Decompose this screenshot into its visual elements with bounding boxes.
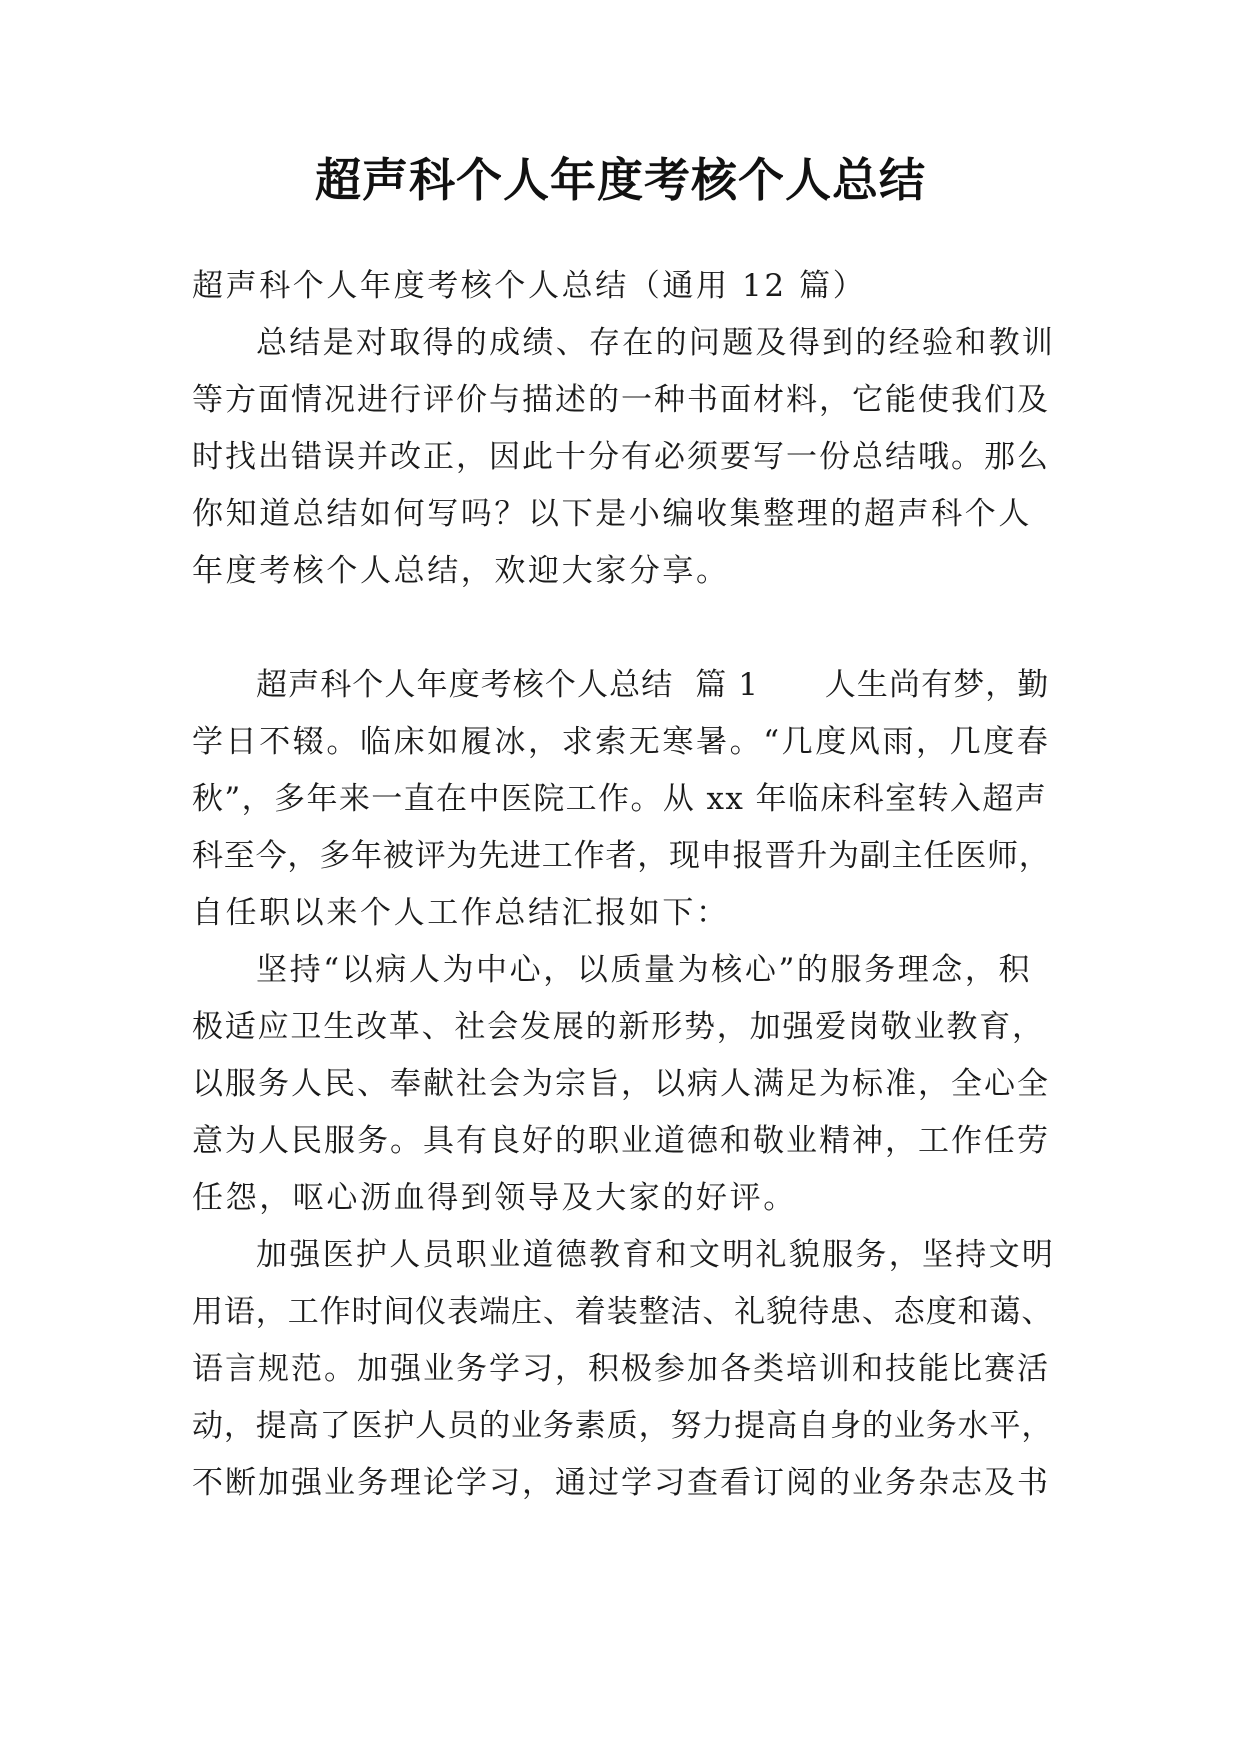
intro-paragraph [192,315,1054,600]
section-1-line: 科至今，多年被评为先进工作者，现申报晋升为副主任医师， [192,838,1051,874]
paragraph-2-line: 以服务人民、奉献社会为宗旨，以病人满足为标准，全心全 [192,1066,1050,1102]
section-1-line: 学日不辍。临床如履冰，求索无寒暑。“几度风雨，几度春 [192,724,1051,760]
paragraph-2-line: 任怨，呕心沥血得到领导及大家的好评。 [192,1180,797,1216]
section-1-paragraph [192,657,1054,942]
paragraph-3-line: 用语，工作时间仪表端庄、着装整洁、礼貌待患、态度和蔼、 [192,1294,1054,1330]
intro-line: 时找出错误并改正，因此十分有必须要写一份总结哦。那么 [192,439,1050,475]
intro-line: 总结是对取得的成绩、存在的问题及得到的经验和教训 [256,325,1056,361]
paragraph-gap [192,600,1054,657]
paragraph-3 [192,1227,1054,1512]
intro-line: 年度考核个人总结，欢迎大家分享。 [192,553,730,589]
document-subtitle: 超声科个人年度考核个人总结（通用 12 篇） [192,268,867,304]
paragraph-3-line: 动，提高了医护人员的业务素质，努力提高自身的业务水平， [192,1408,1054,1444]
paragraph-2 [192,942,1054,1227]
paragraph-3-line: 加强医护人员职业道德教育和文明礼貌服务，坚持文明 [256,1237,1056,1273]
document-title: 超声科个人年度考核个人总结 [315,153,926,207]
paragraph-2-line: 坚持“以病人为中心，以质量为核心”的服务理念，积 [256,952,1033,988]
paragraph-2-line: 意为人民服务。具有良好的职业道德和敬业精神，工作任劳 [192,1123,1050,1159]
section-1-line: 秋”，多年来一直在中医院工作。从 xx 年临床科室转入超声 [192,781,1048,817]
intro-line: 等方面情况进行评价与描述的一种书面材料，它能使我们及 [192,382,1050,418]
paragraph-3-line: 不断加强业务理论学习，通过学习查看订阅的业务杂志及书 [192,1465,1050,1501]
paragraph-2-line: 极适应卫生改革、社会发展的新形势，加强爱岗敬业教育， [192,1009,1045,1045]
section-1-line: 超声科个人年度考核个人总结 篇 1 人生尚有梦，勤 [256,667,1050,703]
document-body [192,258,1054,1512]
section-1-line: 自任职以来个人工作总结汇报如下： [192,895,730,931]
paragraph-3-line: 语言规范。加强业务学习，积极参加各类培训和技能比赛活 [192,1351,1050,1387]
intro-line: 你知道总结如何写吗？以下是小编收集整理的超声科个人 [192,496,1032,532]
